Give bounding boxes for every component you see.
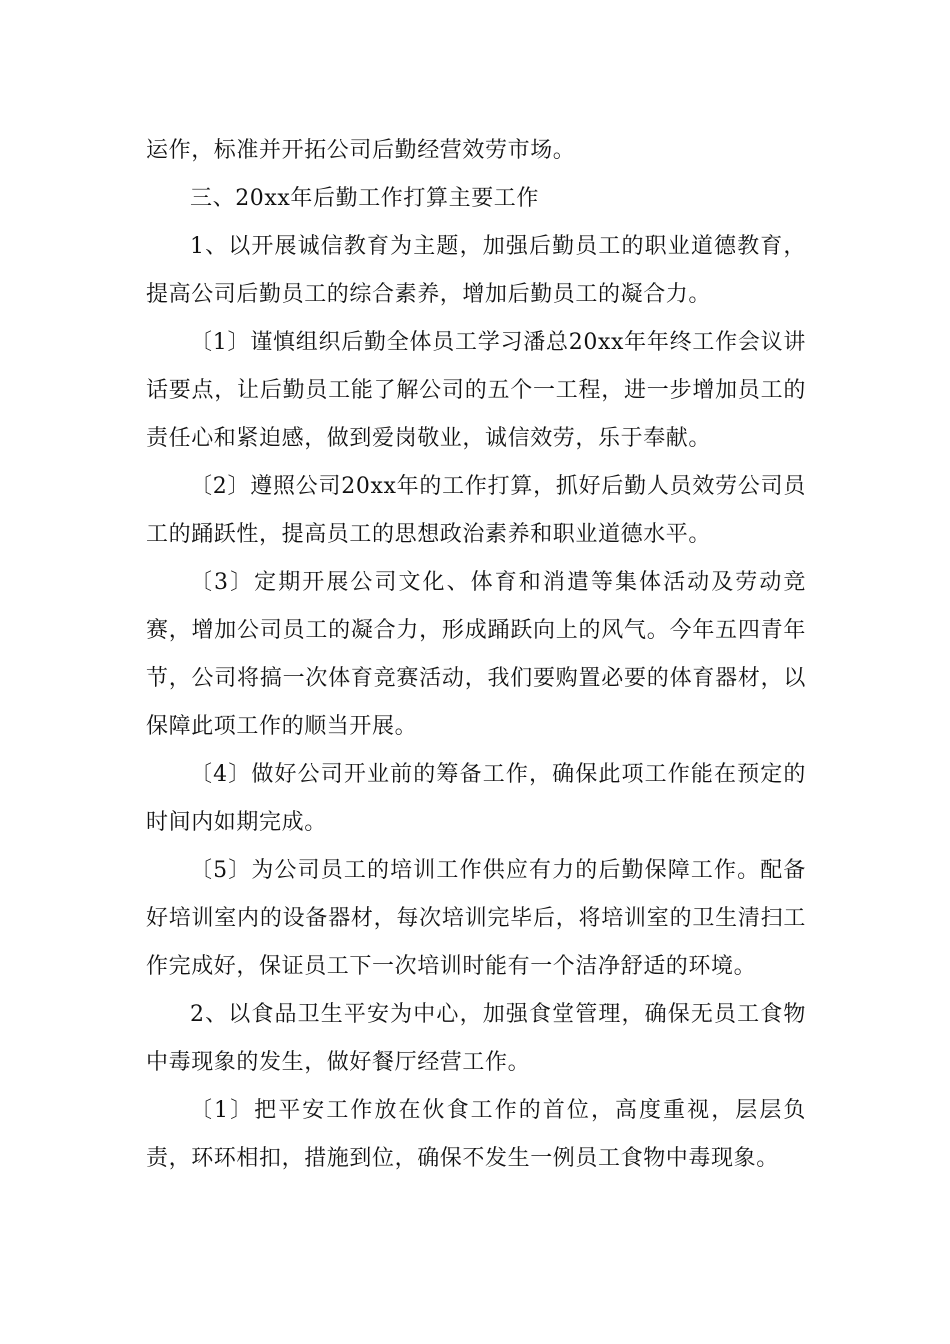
paragraph-item-2: 2、以食品卫生平安为中心，加强食堂管理，确保无员工食物中毒现象的发生，做好餐厅经营工作。: [146, 1002, 806, 1075]
paragraph-subitem-1-4: 〔4〕做好公司开业前的筹备工作，确保此项工作能在预定的时间内如期完成。: [146, 762, 806, 835]
paragraph-subitem-1-3: 〔3〕定期开展公司文化、体育和消遣等集体活动及劳动竞赛，增加公司员工的凝合力，形成踊跃向上的风气。今年五四青年节，公司将搞一次体育竞赛活动，我们要购置必要的体育器材，以保障此项工作的顺当开展。: [146, 570, 806, 739]
paragraph-continuation: 运作，标准并开拓公司后勤经营效劳市场。: [146, 138, 576, 163]
paragraph-subitem-1-1: 〔1〕谨慎组织后勤全体员工学习潘总20xx年年终工作会议讲话要点，让后勤员工能了解公司的五个一工程，进一步增加员工的责任心和紧迫感，做到爱岗敬业，诚信效劳，乐于奉献。: [146, 330, 806, 451]
document-body: [146, 127, 806, 1183]
paragraph-subitem-1-2: 〔2〕遵照公司20xx年的工作打算，抓好后勤人员效劳公司员工的踊跃性，提高员工的思想政治素养和职业道德水平。: [146, 474, 806, 547]
section-heading: 三、20xx年后勤工作打算主要工作: [190, 186, 540, 211]
paragraph-subitem-2-1: 〔1〕把平安工作放在伙食工作的首位，高度重视，层层负责，环环相扣，措施到位，确保不发生一例员工食物中毒现象。: [146, 1098, 806, 1171]
paragraph-item-1: 1、以开展诚信教育为主题，加强后勤员工的职业道德教育，提高公司后勤员工的综合素养，增加后勤员工的凝合力。: [146, 234, 806, 307]
paragraph-subitem-1-5: 〔5〕为公司员工的培训工作供应有力的后勤保障工作。配备好培训室内的设备器材，每次培训完毕后，将培训室的卫生清扫工作完成好，保证员工下一次培训时能有一个洁净舒适的环境。: [146, 858, 806, 979]
